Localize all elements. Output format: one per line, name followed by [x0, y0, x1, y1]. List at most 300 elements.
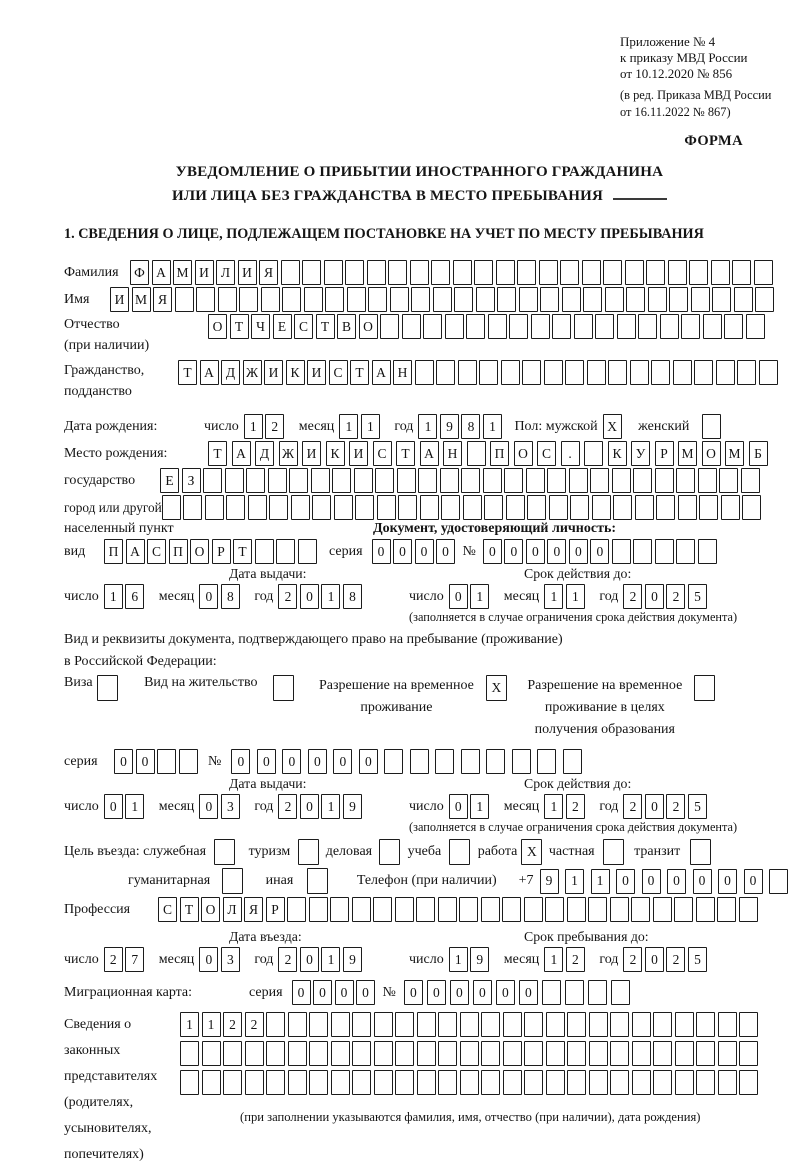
char-cell[interactable]: [631, 897, 650, 922]
char-cell[interactable]: [481, 897, 500, 922]
char-cell[interactable]: [542, 980, 561, 1005]
char-cell[interactable]: [653, 1012, 672, 1037]
char-cell[interactable]: И: [195, 260, 214, 285]
char-cell[interactable]: [440, 468, 459, 493]
char-cell[interactable]: К: [608, 441, 627, 466]
char-cell[interactable]: [724, 314, 743, 339]
char-cell[interactable]: [330, 897, 349, 922]
char-cell[interactable]: [675, 1070, 694, 1095]
char-cell[interactable]: 0: [282, 749, 301, 774]
char-cell[interactable]: [583, 287, 602, 312]
char-cell[interactable]: [655, 539, 674, 564]
char-cell[interactable]: X: [521, 839, 542, 865]
char-cell[interactable]: [248, 495, 267, 520]
char-cell[interactable]: [463, 495, 482, 520]
char-cell[interactable]: [570, 495, 589, 520]
char-cell[interactable]: [503, 1041, 522, 1066]
char-cell[interactable]: [304, 287, 323, 312]
char-cell[interactable]: [416, 897, 435, 922]
char-cell[interactable]: [547, 468, 566, 493]
char-cell[interactable]: [461, 468, 480, 493]
char-cell[interactable]: [611, 980, 630, 1005]
char-cell[interactable]: [288, 1070, 307, 1095]
char-cell[interactable]: 2: [278, 947, 297, 972]
char-cell[interactable]: [694, 360, 713, 385]
char-cell[interactable]: [653, 1041, 672, 1066]
char-cell[interactable]: [481, 1041, 500, 1066]
char-cell[interactable]: Б: [749, 441, 768, 466]
char-cell[interactable]: [669, 287, 688, 312]
char-cell[interactable]: [625, 260, 644, 285]
char-cell[interactable]: 0: [359, 749, 378, 774]
char-cell[interactable]: [345, 260, 364, 285]
char-cell[interactable]: 1: [544, 947, 563, 972]
char-cell[interactable]: [517, 260, 536, 285]
char-cell[interactable]: X: [486, 675, 507, 701]
char-cell[interactable]: 2: [566, 947, 585, 972]
char-cell[interactable]: [354, 468, 373, 493]
char-cell[interactable]: [522, 360, 541, 385]
char-cell[interactable]: 0: [300, 947, 319, 972]
char-cell[interactable]: М: [132, 287, 151, 312]
char-cell[interactable]: 1: [418, 414, 437, 439]
char-cell[interactable]: [690, 839, 711, 865]
char-cell[interactable]: [587, 360, 606, 385]
char-cell[interactable]: [288, 1041, 307, 1066]
char-cell[interactable]: [312, 495, 331, 520]
char-cell[interactable]: 1: [104, 584, 123, 609]
char-cell[interactable]: М: [678, 441, 697, 466]
char-cell[interactable]: А: [232, 441, 251, 466]
char-cell[interactable]: [595, 314, 614, 339]
char-cell[interactable]: П: [104, 539, 123, 564]
char-cell[interactable]: [721, 495, 740, 520]
char-cell[interactable]: .: [561, 441, 580, 466]
char-cell[interactable]: [352, 1012, 371, 1037]
char-cell[interactable]: [496, 260, 515, 285]
char-cell[interactable]: 0: [415, 539, 434, 564]
char-cell[interactable]: [646, 260, 665, 285]
char-cell[interactable]: Я: [259, 260, 278, 285]
char-cell[interactable]: [512, 749, 531, 774]
char-cell[interactable]: [367, 260, 386, 285]
char-cell[interactable]: [438, 897, 457, 922]
char-cell[interactable]: [694, 675, 715, 701]
char-cell[interactable]: [324, 260, 343, 285]
char-cell[interactable]: 9: [470, 947, 489, 972]
char-cell[interactable]: [526, 468, 545, 493]
char-cell[interactable]: О: [208, 314, 227, 339]
char-cell[interactable]: [739, 897, 758, 922]
char-cell[interactable]: [302, 260, 321, 285]
char-cell[interactable]: [431, 260, 450, 285]
char-cell[interactable]: [423, 314, 442, 339]
char-cell[interactable]: 0: [718, 869, 737, 894]
char-cell[interactable]: 0: [199, 794, 218, 819]
char-cell[interactable]: [438, 1012, 457, 1037]
char-cell[interactable]: [488, 314, 507, 339]
char-cell[interactable]: П: [169, 539, 188, 564]
char-cell[interactable]: [702, 414, 721, 439]
char-cell[interactable]: [674, 897, 693, 922]
char-cell[interactable]: С: [158, 897, 177, 922]
char-cell[interactable]: [417, 1041, 436, 1066]
char-cell[interactable]: [610, 897, 629, 922]
char-cell[interactable]: 9: [440, 414, 459, 439]
char-cell[interactable]: [503, 1012, 522, 1037]
char-cell[interactable]: [179, 749, 198, 774]
char-cell[interactable]: [441, 495, 460, 520]
char-cell[interactable]: [417, 1012, 436, 1037]
char-cell[interactable]: [368, 287, 387, 312]
char-cell[interactable]: 0: [642, 869, 661, 894]
char-cell[interactable]: [460, 1070, 479, 1095]
char-cell[interactable]: [162, 495, 181, 520]
char-cell[interactable]: Я: [153, 287, 172, 312]
char-cell[interactable]: [537, 749, 556, 774]
char-cell[interactable]: [711, 260, 730, 285]
char-cell[interactable]: И: [110, 287, 129, 312]
char-cell[interactable]: 5: [688, 794, 707, 819]
char-cell[interactable]: [675, 1012, 694, 1037]
char-cell[interactable]: [675, 1041, 694, 1066]
char-cell[interactable]: О: [190, 539, 209, 564]
char-cell[interactable]: Ф: [130, 260, 149, 285]
char-cell[interactable]: [734, 287, 753, 312]
char-cell[interactable]: Т: [230, 314, 249, 339]
char-cell[interactable]: 9: [343, 947, 362, 972]
char-cell[interactable]: С: [537, 441, 556, 466]
char-cell[interactable]: [449, 839, 470, 865]
char-cell[interactable]: [281, 260, 300, 285]
char-cell[interactable]: [497, 287, 516, 312]
char-cell[interactable]: 3: [221, 794, 240, 819]
char-cell[interactable]: [352, 897, 371, 922]
char-cell[interactable]: [245, 1041, 264, 1066]
char-cell[interactable]: [246, 468, 265, 493]
char-cell[interactable]: 0: [645, 947, 664, 972]
char-cell[interactable]: [226, 495, 245, 520]
char-cell[interactable]: [567, 1070, 586, 1095]
char-cell[interactable]: С: [373, 441, 392, 466]
char-cell[interactable]: [588, 897, 607, 922]
char-cell[interactable]: 0: [449, 794, 468, 819]
char-cell[interactable]: [503, 1070, 522, 1095]
char-cell[interactable]: [460, 1041, 479, 1066]
char-cell[interactable]: [519, 287, 538, 312]
char-cell[interactable]: [549, 495, 568, 520]
char-cell[interactable]: А: [152, 260, 171, 285]
char-cell[interactable]: [331, 1070, 350, 1095]
char-cell[interactable]: 0: [569, 539, 588, 564]
char-cell[interactable]: [397, 468, 416, 493]
char-cell[interactable]: 0: [300, 584, 319, 609]
char-cell[interactable]: И: [302, 441, 321, 466]
char-cell[interactable]: [653, 1070, 672, 1095]
char-cell[interactable]: [563, 749, 582, 774]
char-cell[interactable]: [175, 287, 194, 312]
char-cell[interactable]: [635, 495, 654, 520]
char-cell[interactable]: [718, 1041, 737, 1066]
char-cell[interactable]: [268, 468, 287, 493]
char-cell[interactable]: [732, 260, 751, 285]
char-cell[interactable]: О: [359, 314, 378, 339]
char-cell[interactable]: [203, 468, 222, 493]
char-cell[interactable]: [309, 1070, 328, 1095]
char-cell[interactable]: [410, 749, 429, 774]
char-cell[interactable]: Р: [212, 539, 231, 564]
char-cell[interactable]: И: [307, 360, 326, 385]
char-cell[interactable]: [261, 287, 280, 312]
char-cell[interactable]: [331, 1012, 350, 1037]
char-cell[interactable]: [660, 314, 679, 339]
char-cell[interactable]: [266, 1070, 285, 1095]
char-cell[interactable]: [689, 260, 708, 285]
char-cell[interactable]: [438, 1070, 457, 1095]
char-cell[interactable]: [460, 1012, 479, 1037]
char-cell[interactable]: 1: [339, 414, 358, 439]
char-cell[interactable]: 2: [666, 794, 685, 819]
char-cell[interactable]: [291, 495, 310, 520]
char-cell[interactable]: 1: [565, 869, 584, 894]
char-cell[interactable]: [691, 287, 710, 312]
char-cell[interactable]: [589, 1012, 608, 1037]
char-cell[interactable]: [524, 897, 543, 922]
char-cell[interactable]: [97, 675, 118, 701]
char-cell[interactable]: [395, 1041, 414, 1066]
char-cell[interactable]: 5: [688, 584, 707, 609]
char-cell[interactable]: [539, 260, 558, 285]
char-cell[interactable]: 0: [483, 539, 502, 564]
char-cell[interactable]: 0: [616, 869, 635, 894]
char-cell[interactable]: [584, 441, 603, 466]
char-cell[interactable]: [655, 468, 674, 493]
char-cell[interactable]: [415, 360, 434, 385]
char-cell[interactable]: 1: [470, 584, 489, 609]
char-cell[interactable]: [626, 287, 645, 312]
char-cell[interactable]: [739, 1070, 758, 1095]
char-cell[interactable]: [481, 1012, 500, 1037]
char-cell[interactable]: 0: [372, 539, 391, 564]
char-cell[interactable]: [374, 1012, 393, 1037]
char-cell[interactable]: А: [200, 360, 219, 385]
char-cell[interactable]: [546, 1070, 565, 1095]
char-cell[interactable]: [402, 314, 421, 339]
char-cell[interactable]: [656, 495, 675, 520]
char-cell[interactable]: [476, 287, 495, 312]
char-cell[interactable]: [565, 360, 584, 385]
char-cell[interactable]: [411, 287, 430, 312]
char-cell[interactable]: [373, 897, 392, 922]
char-cell[interactable]: 1: [244, 414, 263, 439]
char-cell[interactable]: 1: [449, 947, 468, 972]
char-cell[interactable]: И: [349, 441, 368, 466]
char-cell[interactable]: 0: [645, 584, 664, 609]
char-cell[interactable]: 0: [308, 749, 327, 774]
char-cell[interactable]: [610, 1070, 629, 1095]
char-cell[interactable]: [239, 287, 258, 312]
char-cell[interactable]: [309, 897, 328, 922]
char-cell[interactable]: 1: [180, 1012, 199, 1037]
char-cell[interactable]: [266, 1012, 285, 1037]
char-cell[interactable]: [180, 1070, 199, 1095]
char-cell[interactable]: [718, 1070, 737, 1095]
char-cell[interactable]: [509, 314, 528, 339]
char-cell[interactable]: 2: [623, 584, 642, 609]
char-cell[interactable]: [560, 260, 579, 285]
char-cell[interactable]: Т: [316, 314, 335, 339]
char-cell[interactable]: 0: [526, 539, 545, 564]
char-cell[interactable]: 8: [461, 414, 480, 439]
char-cell[interactable]: [196, 287, 215, 312]
char-cell[interactable]: [282, 287, 301, 312]
char-cell[interactable]: [562, 287, 581, 312]
char-cell[interactable]: [565, 980, 584, 1005]
char-cell[interactable]: 1: [321, 584, 340, 609]
char-cell[interactable]: [630, 360, 649, 385]
char-cell[interactable]: [218, 287, 237, 312]
char-cell[interactable]: [502, 897, 521, 922]
char-cell[interactable]: [610, 1012, 629, 1037]
char-cell[interactable]: 2: [278, 584, 297, 609]
char-cell[interactable]: [590, 468, 609, 493]
char-cell[interactable]: [384, 749, 403, 774]
char-cell[interactable]: [307, 868, 328, 894]
char-cell[interactable]: [484, 495, 503, 520]
char-cell[interactable]: [479, 360, 498, 385]
char-cell[interactable]: [436, 360, 455, 385]
char-cell[interactable]: [582, 260, 601, 285]
char-cell[interactable]: [325, 287, 344, 312]
char-cell[interactable]: О: [201, 897, 220, 922]
char-cell[interactable]: [223, 1041, 242, 1066]
char-cell[interactable]: 2: [566, 794, 585, 819]
char-cell[interactable]: [632, 1070, 651, 1095]
char-cell[interactable]: А: [372, 360, 391, 385]
char-cell[interactable]: [769, 869, 788, 894]
char-cell[interactable]: [501, 360, 520, 385]
char-cell[interactable]: 1: [566, 584, 585, 609]
char-cell[interactable]: Т: [350, 360, 369, 385]
char-cell[interactable]: 0: [449, 584, 468, 609]
char-cell[interactable]: 0: [436, 539, 455, 564]
char-cell[interactable]: Р: [655, 441, 674, 466]
char-cell[interactable]: [225, 468, 244, 493]
char-cell[interactable]: 1: [544, 584, 563, 609]
char-cell[interactable]: 0: [335, 980, 354, 1005]
char-cell[interactable]: [214, 839, 235, 865]
char-cell[interactable]: О: [514, 441, 533, 466]
char-cell[interactable]: 5: [688, 947, 707, 972]
char-cell[interactable]: 1: [483, 414, 502, 439]
char-cell[interactable]: 3: [221, 947, 240, 972]
char-cell[interactable]: [651, 360, 670, 385]
char-cell[interactable]: [331, 1041, 350, 1066]
char-cell[interactable]: [388, 260, 407, 285]
char-cell[interactable]: [461, 749, 480, 774]
char-cell[interactable]: 2: [245, 1012, 264, 1037]
char-cell[interactable]: [737, 360, 756, 385]
char-cell[interactable]: [592, 495, 611, 520]
char-cell[interactable]: 2: [223, 1012, 242, 1037]
char-cell[interactable]: [613, 495, 632, 520]
char-cell[interactable]: Т: [208, 441, 227, 466]
char-cell[interactable]: [288, 1012, 307, 1037]
char-cell[interactable]: [309, 1012, 328, 1037]
char-cell[interactable]: 1: [202, 1012, 221, 1037]
char-cell[interactable]: [746, 314, 765, 339]
char-cell[interactable]: [223, 1070, 242, 1095]
char-cell[interactable]: [638, 314, 657, 339]
char-cell[interactable]: [698, 539, 717, 564]
char-cell[interactable]: С: [294, 314, 313, 339]
char-cell[interactable]: [527, 495, 546, 520]
char-cell[interactable]: [202, 1070, 221, 1095]
char-cell[interactable]: 0: [519, 980, 538, 1005]
char-cell[interactable]: [459, 897, 478, 922]
char-cell[interactable]: [255, 539, 274, 564]
char-cell[interactable]: [506, 495, 525, 520]
char-cell[interactable]: У: [631, 441, 650, 466]
char-cell[interactable]: [474, 260, 493, 285]
char-cell[interactable]: [438, 1041, 457, 1066]
char-cell[interactable]: [266, 1041, 285, 1066]
char-cell[interactable]: А: [420, 441, 439, 466]
char-cell[interactable]: 9: [343, 794, 362, 819]
char-cell[interactable]: [269, 495, 288, 520]
char-cell[interactable]: [540, 287, 559, 312]
char-cell[interactable]: [676, 468, 695, 493]
char-cell[interactable]: [379, 839, 400, 865]
char-cell[interactable]: 0: [667, 869, 686, 894]
char-cell[interactable]: [545, 897, 564, 922]
char-cell[interactable]: [524, 1070, 543, 1095]
char-cell[interactable]: [719, 468, 738, 493]
char-cell[interactable]: Ч: [251, 314, 270, 339]
char-cell[interactable]: 1: [361, 414, 380, 439]
char-cell[interactable]: [673, 360, 692, 385]
char-cell[interactable]: [504, 468, 523, 493]
char-cell[interactable]: [703, 314, 722, 339]
char-cell[interactable]: [699, 495, 718, 520]
char-cell[interactable]: К: [326, 441, 345, 466]
char-cell[interactable]: [698, 468, 717, 493]
char-cell[interactable]: [418, 468, 437, 493]
char-cell[interactable]: [653, 897, 672, 922]
char-cell[interactable]: [612, 468, 631, 493]
char-cell[interactable]: [696, 1070, 715, 1095]
char-cell[interactable]: [681, 314, 700, 339]
char-cell[interactable]: 0: [744, 869, 763, 894]
char-cell[interactable]: Д: [255, 441, 274, 466]
char-cell[interactable]: [754, 260, 773, 285]
char-cell[interactable]: [352, 1070, 371, 1095]
char-cell[interactable]: [718, 1012, 737, 1037]
char-cell[interactable]: М: [725, 441, 744, 466]
char-cell[interactable]: С: [329, 360, 348, 385]
char-cell[interactable]: [603, 839, 624, 865]
char-cell[interactable]: [374, 1041, 393, 1066]
char-cell[interactable]: Р: [266, 897, 285, 922]
char-cell[interactable]: Т: [233, 539, 252, 564]
char-cell[interactable]: [603, 260, 622, 285]
char-cell[interactable]: Н: [393, 360, 412, 385]
char-cell[interactable]: [183, 495, 202, 520]
char-cell[interactable]: [395, 1012, 414, 1037]
char-cell[interactable]: А: [126, 539, 145, 564]
char-cell[interactable]: 0: [393, 539, 412, 564]
char-cell[interactable]: [453, 260, 472, 285]
